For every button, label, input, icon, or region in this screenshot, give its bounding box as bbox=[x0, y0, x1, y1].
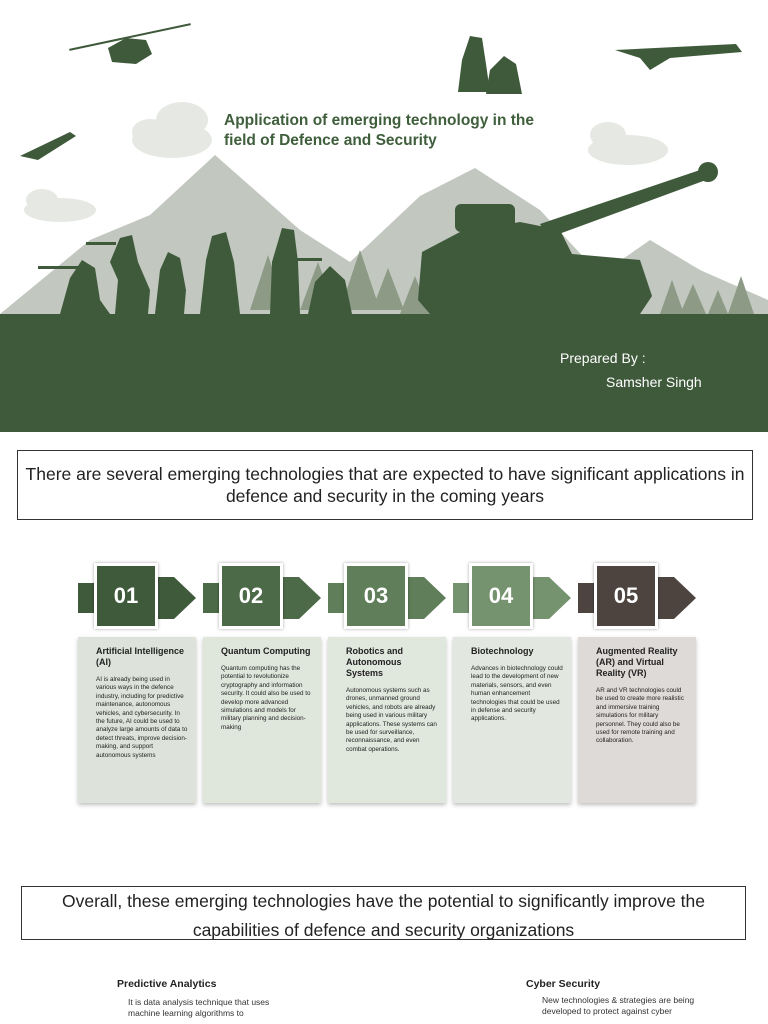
step-title: Robotics and Autonomous Systems bbox=[346, 646, 404, 678]
ground-band bbox=[0, 314, 768, 432]
arrow-right-icon bbox=[656, 569, 696, 627]
cyber-security-body: New technologies & strategies are being developed to protect against cyber bbox=[542, 995, 695, 1016]
arrow-right-icon bbox=[281, 569, 321, 627]
conclusion-box: Overall, these emerging technologies have the potential to significantly improve the capabilities of defence and security organizations bbox=[21, 886, 746, 940]
step-2 bbox=[203, 563, 323, 803]
step-number: 01 bbox=[94, 563, 158, 629]
step-number: 05 bbox=[594, 563, 658, 629]
step-title: Biotechnology bbox=[471, 646, 534, 656]
predictive-analytics-body: It is data analysis technique that uses machine learning algorithms to bbox=[128, 997, 270, 1018]
prepared-by-label: Prepared By : bbox=[560, 350, 646, 366]
predictive-analytics-title: Predictive Analytics bbox=[117, 978, 217, 990]
step-title: Quantum Computing bbox=[221, 646, 311, 656]
step-number: 04 bbox=[469, 563, 533, 629]
step-card bbox=[203, 637, 321, 803]
arrow-right-icon bbox=[531, 569, 571, 627]
step-5 bbox=[578, 563, 698, 803]
step-card bbox=[453, 637, 571, 803]
step-1 bbox=[78, 563, 198, 803]
step-body: Quantum computing has the potential to revolutionize cryptography and information security. It could also be used to develop more advanced simulations and models for military planning and decision-making bbox=[221, 665, 311, 731]
step-number: 03 bbox=[344, 563, 408, 629]
intro-box: There are several emerging technologies that are expected to have significant applications in defence and security in the coming years bbox=[17, 450, 753, 520]
step-4 bbox=[453, 563, 573, 803]
step-card bbox=[328, 637, 446, 803]
cyber-security-title: Cyber Security bbox=[526, 978, 601, 990]
step-title: Augmented Reality (AR) and Virtual Reality (VR) bbox=[596, 646, 678, 678]
arrow-right-icon bbox=[156, 569, 196, 627]
hero-title: Application of emerging technology in the field of Defence and Security bbox=[224, 112, 535, 149]
step-body: AI is already being used in various ways in the defence industry, including for predictive maintenance, autonomous vehicles, and cybersecurity. In the future, AI could be used to analyze large amounts of data to detect threats, improve decision-making, and support autonomous systems bbox=[96, 676, 188, 759]
step-3 bbox=[328, 563, 448, 803]
step-body: AR and VR technologies could be used to create more realistic and immersive training simulations for military personnel. They could also be used for remote training and collaboration. bbox=[596, 687, 684, 745]
arrow-right-icon bbox=[406, 569, 446, 627]
step-card bbox=[578, 637, 696, 803]
step-body: Advances in biotechnology could lead to the development of new materials, sensors, and even human enhancement technologies that could be used in defense and security applications. bbox=[471, 665, 563, 723]
step-title: Artificial Intelligence (AI) bbox=[96, 646, 185, 667]
step-number: 02 bbox=[219, 563, 283, 629]
step-card bbox=[78, 637, 196, 803]
step-body: Autonomous systems such as drones, unmanned ground vehicles, and robots are already being used in various military applications. These systems can be used for surveillance, reconnaissance, and even combat operations. bbox=[346, 687, 437, 753]
author-name: Samsher Singh bbox=[606, 374, 702, 390]
hero-banner bbox=[0, 0, 768, 432]
